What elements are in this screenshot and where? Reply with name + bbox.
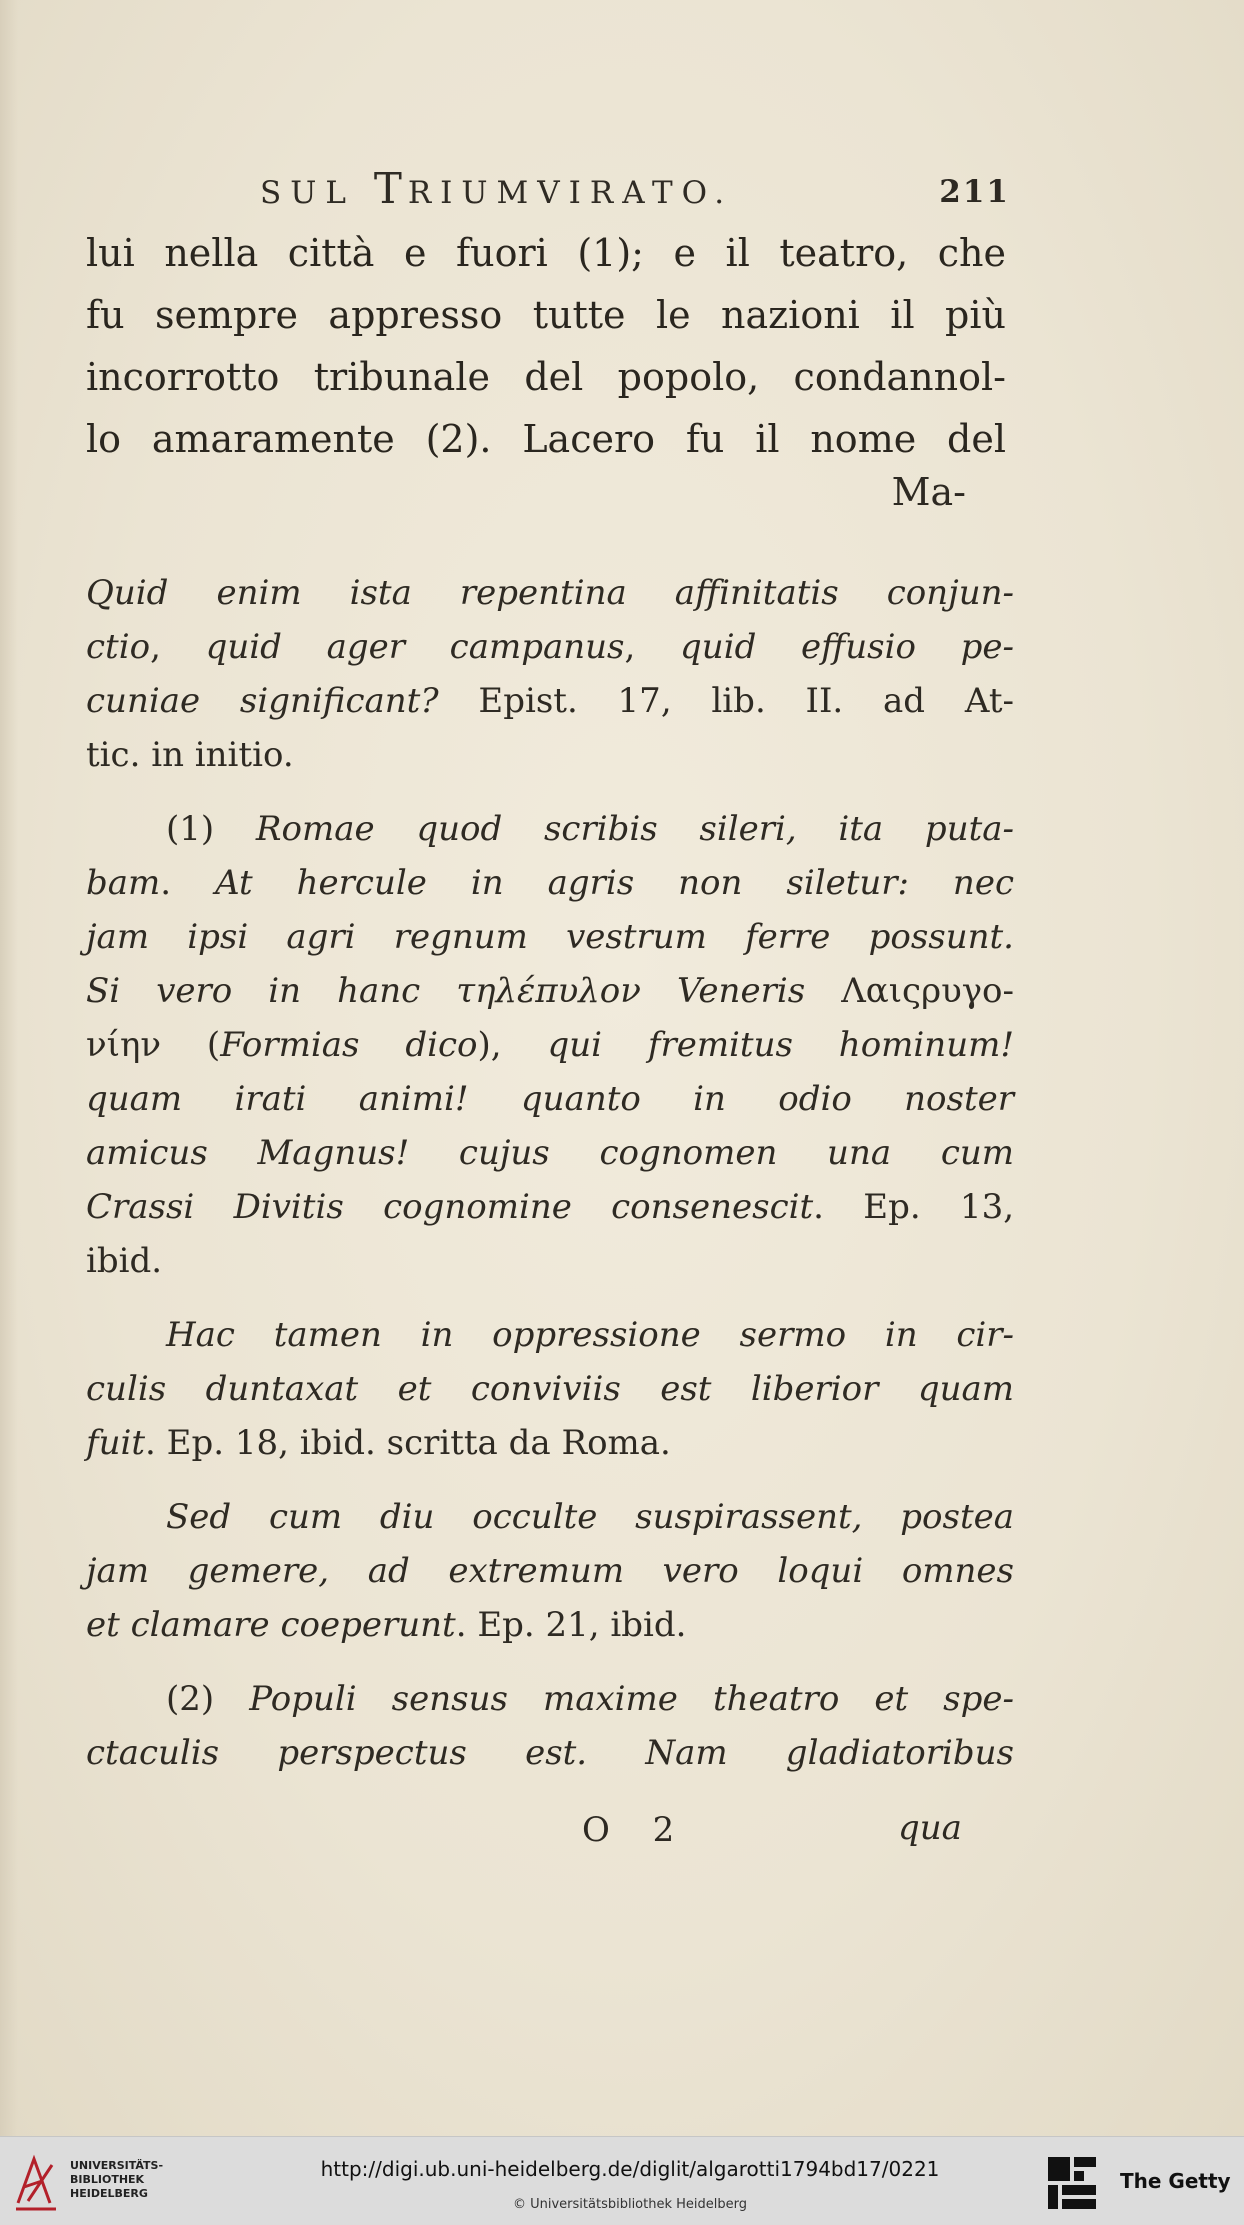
text-line: lo amaramente (2). Lacero fu il nome del xyxy=(86,417,1006,461)
note-paragraph xyxy=(86,1308,1014,1470)
library-logo-icon xyxy=(12,2151,60,2211)
note-line: fuit. Ep. 18, ibid. scritta da Roma. xyxy=(86,1423,671,1463)
running-title-rest: RIUMVIRATO. xyxy=(407,175,734,211)
note-line: quam irati animi! quanto in odio noster xyxy=(86,1079,1014,1119)
page-number: 211 xyxy=(939,174,1010,210)
permalink-url[interactable]: http://digi.ub.uni-heidelberg.de/diglit/algarotti1794bd17/0221 xyxy=(320,2157,940,2181)
note-line: Hac tamen in oppressione sermo in cir- xyxy=(166,1315,1014,1355)
note-line: bam. At hercule in agris non siletur: nec xyxy=(86,863,1014,903)
note-line: tic. in initio. xyxy=(86,735,294,775)
note-line: ctio, quid ager campanus, quid effusio pe- xyxy=(86,627,1014,667)
running-title-prefix: SUL xyxy=(260,175,374,211)
getty-logo-icon xyxy=(1046,2155,1098,2211)
note-line: et clamare coeperunt. Ep. 21, ibid. xyxy=(86,1605,687,1645)
signature-mark: O 2 xyxy=(582,1810,691,1850)
text-line: incorrotto tribunale del popolo, condannol- xyxy=(86,355,1006,399)
viewer-footer xyxy=(0,2136,1244,2225)
note-paragraph xyxy=(86,566,1014,782)
note-line: jam gemere, ad extremum vero loqui omnes xyxy=(86,1551,1014,1591)
note-line: cuniae significant? Epist. 17, lib. II. ad At- xyxy=(86,681,1014,721)
note-paragraph xyxy=(86,1672,1014,1780)
note-line: (1) Romae quod scribis sileri, ita puta- xyxy=(166,809,1015,849)
note-line: Si vero in hanc τηλέπυλον Veneris Λαιςρυγο- xyxy=(86,971,1015,1011)
text-line: fu sempre appresso tutte le nazioni il più xyxy=(86,293,1006,337)
note-line: amicus Magnus! cujus cognomen una cum xyxy=(86,1133,1014,1173)
page-header xyxy=(260,160,1010,213)
note-line: culis duntaxat et conviviis est liberior quam xyxy=(86,1369,1014,1409)
note-line: ibid. xyxy=(86,1241,163,1281)
note-paragraph xyxy=(86,802,1014,1288)
running-title xyxy=(260,164,733,213)
copyright-notice: © Universitätsbibliothek Heidelberg xyxy=(512,2197,747,2212)
note-line: Quid enim ista repentina affinitatis conjun- xyxy=(86,573,1014,613)
note-line: (2) Populi sensus maxime theatro et spe- xyxy=(166,1679,1014,1719)
getty-name: The Getty xyxy=(1120,2169,1231,2193)
main-text xyxy=(86,222,1006,470)
footnotes xyxy=(86,566,1014,1800)
note-line: Crassi Divitis cognomine consenescit. Ep. 13, xyxy=(86,1187,1015,1227)
note-line: νίην (Formias dico), qui fremitus hominum! xyxy=(86,1025,1014,1065)
footnote-catchword: qua xyxy=(898,1808,962,1848)
note-paragraph xyxy=(86,1490,1014,1652)
note-line: Sed cum diu occulte suspirassent, postea xyxy=(166,1497,1014,1537)
running-title-initial: T xyxy=(373,164,408,213)
catchword: Ma- xyxy=(891,470,966,514)
text-line: lui nella città e fuori (1); e il teatro, che xyxy=(86,231,1006,275)
library-name: UNIVERSITÄTS- BIBLIOTHEK HEIDELBERG xyxy=(70,2159,164,2200)
note-line: ctaculis perspectus est. Nam gladiatoribus xyxy=(86,1733,1014,1773)
note-line: jam ipsi agri regnum vestrum ferre possunt. xyxy=(86,917,1014,957)
